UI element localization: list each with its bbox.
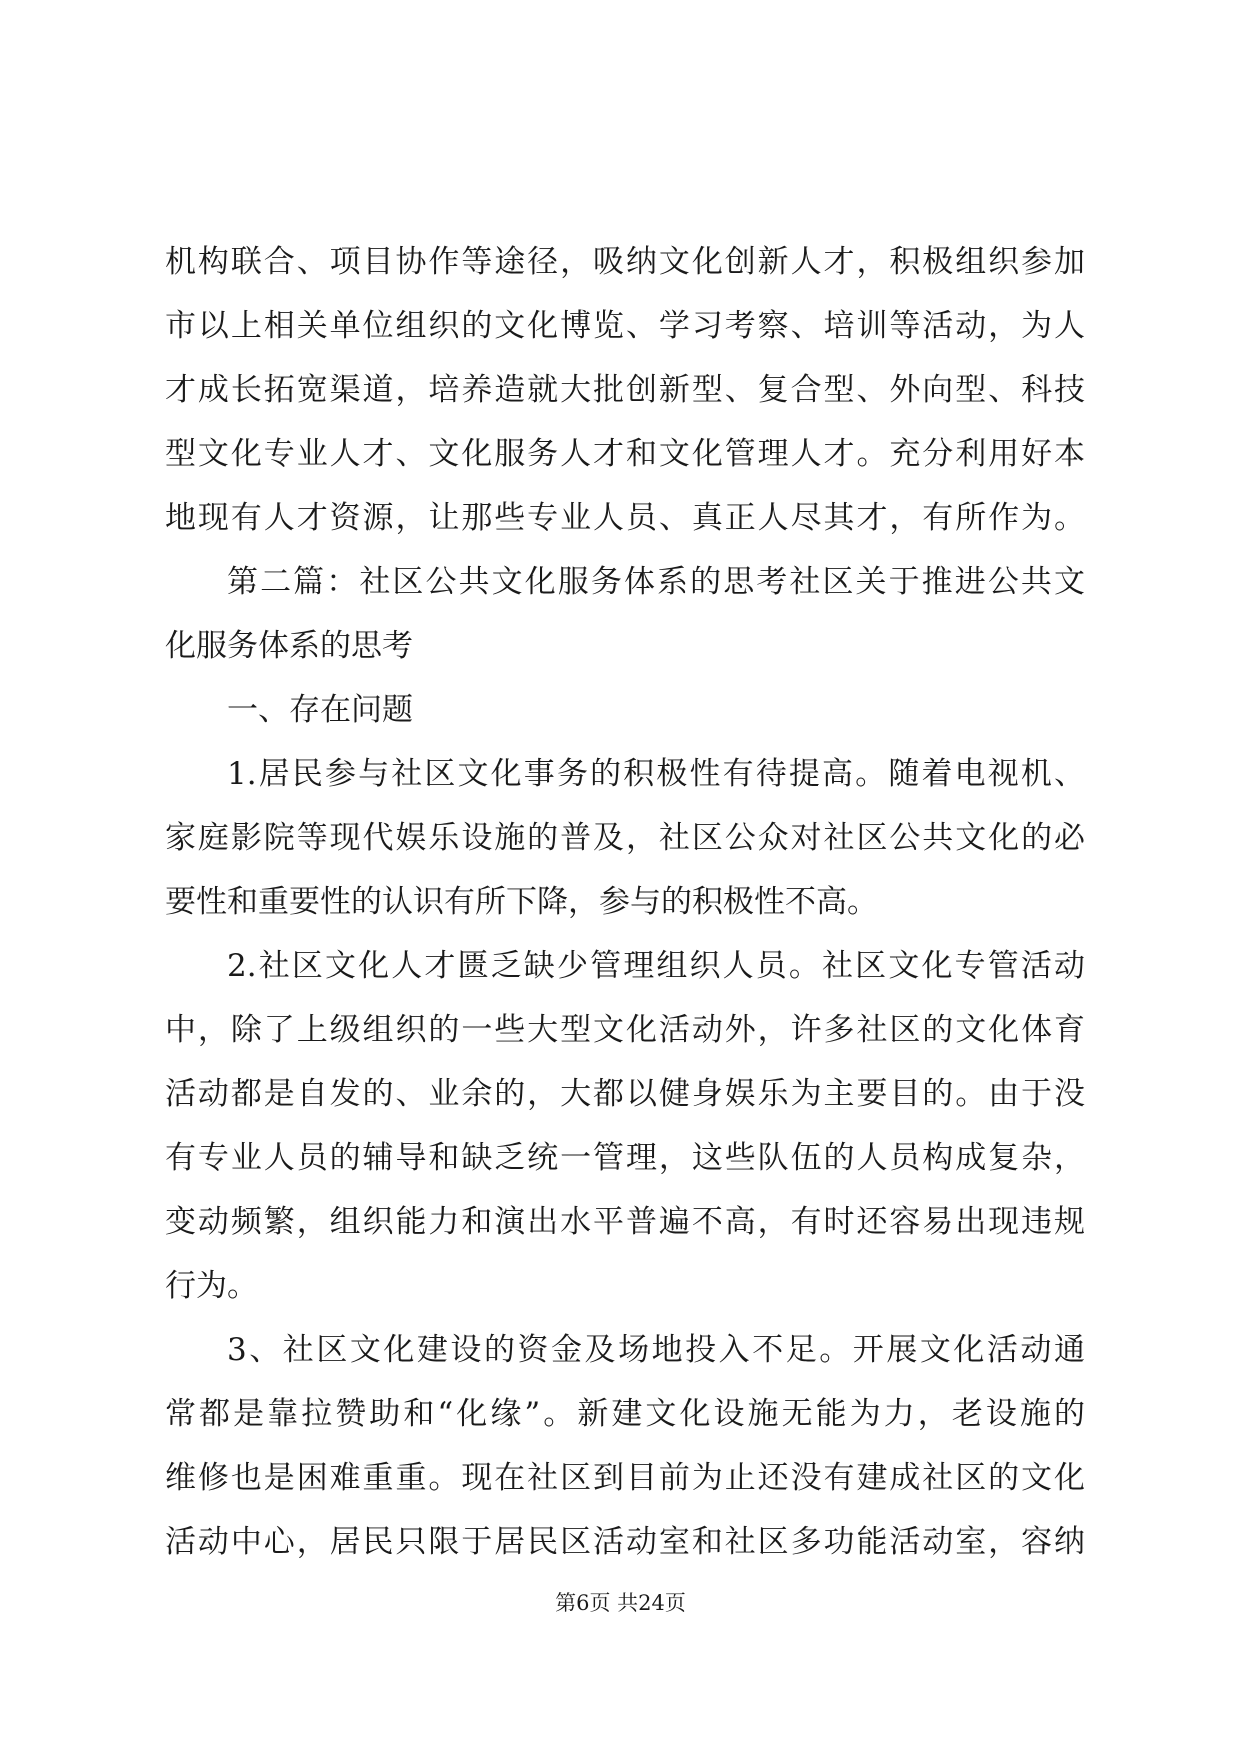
text-line: 活动中心，居民只限于居民区活动室和社区多功能活动室，容纳 xyxy=(165,1524,1085,1560)
text-line: 1.居民参与社区文化事务的积极性有待提高。随着电视机、 xyxy=(227,756,1085,792)
text-line: 中，除了上级组织的一些大型文化活动外，许多社区的文化体育 xyxy=(165,1012,1085,1048)
text-line: 变动频繁，组织能力和演出水平普遍不高，有时还容易出现违规 xyxy=(165,1204,1085,1240)
text-line: 地现有人才资源，让那些专业人员、真正人尽其才，有所作为。 xyxy=(165,500,1085,536)
text-line: 常都是靠拉赞助和“化缘”。新建文化设施无能为力，老设施的 xyxy=(165,1396,1085,1432)
text-line: 机构联合、项目协作等途径，吸纳文化创新人才，积极组织参加 xyxy=(165,244,1085,280)
text-line: 型文化专业人才、文化服务人才和文化管理人才。充分利用好本 xyxy=(165,436,1085,472)
text-line: 行为。 xyxy=(165,1268,258,1304)
page-footer: 第6页 共24页 xyxy=(555,1591,686,1615)
text-line: 要性和重要性的认识有所下降，参与的积极性不高。 xyxy=(165,884,878,920)
text-line: 活动都是自发的、业余的，大都以健身娱乐为主要目的。由于没 xyxy=(165,1076,1085,1112)
text-line: 2.社区文化人才匮乏缺少管理组织人员。社区文化专管活动 xyxy=(227,948,1085,984)
text-line: 3、社区文化建设的资金及场地投入不足。开展文化活动通 xyxy=(227,1332,1085,1368)
text-line: 有专业人员的辅导和缺乏统一管理，这些队伍的人员构成复杂， xyxy=(165,1140,1085,1176)
text-line: 家庭影院等现代娱乐设施的普及，社区公众对社区公共文化的必 xyxy=(165,820,1085,856)
document-body xyxy=(165,230,1085,1574)
text-line: 化服务体系的思考 xyxy=(165,628,413,664)
text-line: 维修也是困难重重。现在社区到目前为止还没有建成社区的文化 xyxy=(165,1460,1085,1496)
text-line: 才成长拓宽渠道，培养造就大批创新型、复合型、外向型、科技 xyxy=(165,372,1085,408)
text-line: 一、存在问题 xyxy=(227,692,413,728)
text-line: 第二篇：社区公共文化服务体系的思考社区关于推进公共文 xyxy=(227,564,1085,600)
text-line: 市以上相关单位组织的文化博览、学习考察、培训等活动，为人 xyxy=(165,308,1085,344)
